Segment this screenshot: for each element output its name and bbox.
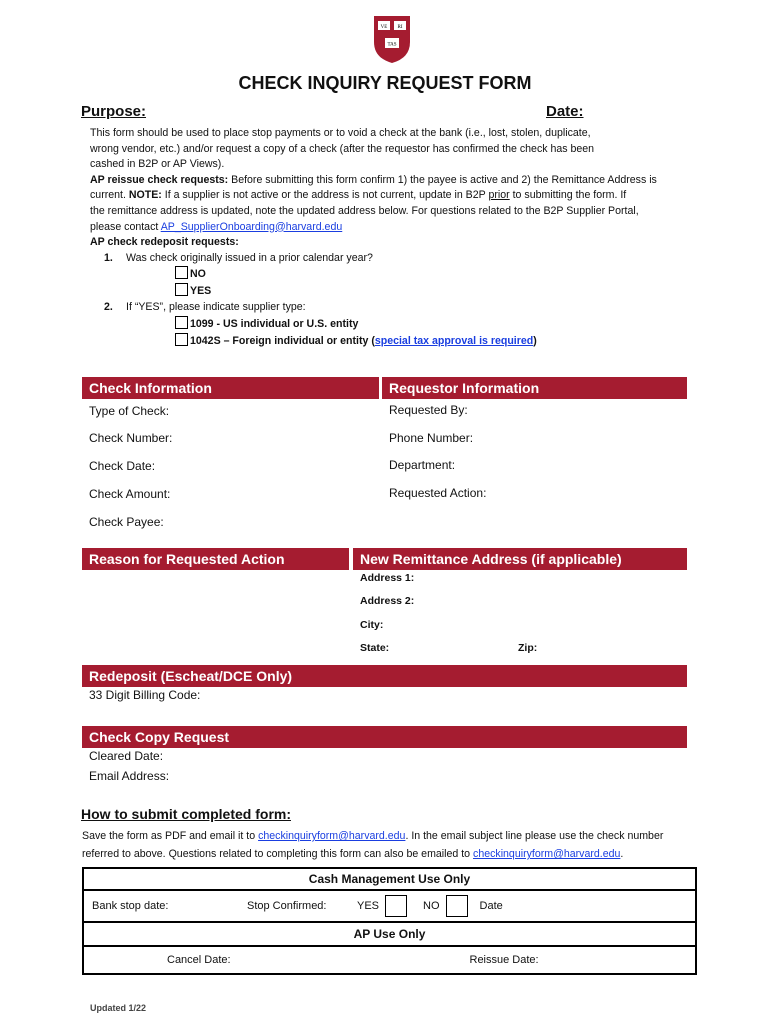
harvard-shield-logo: [372, 14, 412, 64]
cancel-date-field[interactable]: Cancel Date:: [83, 946, 390, 974]
intro-text: [90, 126, 700, 350]
bank-stop-date-field[interactable]: Bank stop date:: [92, 900, 169, 912]
check-date-field[interactable]: Check Date:: [89, 459, 156, 473]
cash-mgmt-row: [83, 890, 696, 922]
option-no: NO: [90, 266, 700, 283]
option-1042s: 1042S – Foreign individual or entity (special tax approval is required): [90, 333, 700, 350]
intro-line: This form should be used to place stop payments or to void a check at the bank (i.e., lost, stolen, duplicate,: [90, 127, 591, 139]
state-field[interactable]: State:: [360, 642, 390, 654]
internal-use-table: [82, 867, 697, 975]
no-checkbox[interactable]: [175, 266, 188, 279]
reissue-heading: AP reissue check requests:: [90, 173, 229, 186]
address2-field[interactable]: Address 2:: [360, 595, 415, 607]
copy-request-header: Check Copy Request: [82, 726, 687, 748]
intro-line: wrong vendor, etc.) and/or request a copy of a check (after the requestor has confirmed the check has been: [90, 142, 595, 155]
seal-text-1: VE: [380, 25, 388, 30]
check-payee-field[interactable]: Check Payee:: [89, 515, 164, 529]
stop-no-box[interactable]: [446, 895, 468, 917]
onboarding-email-link[interactable]: AP_SupplierOnboarding@harvard.edu: [160, 220, 343, 233]
stop-yes-box[interactable]: [385, 895, 407, 917]
address1-field[interactable]: Address 1:: [360, 572, 415, 584]
cash-mgmt-header: Cash Management Use Only: [83, 868, 696, 890]
zip-field[interactable]: Zip:: [518, 642, 538, 654]
type-of-check-field[interactable]: Type of Check:: [89, 404, 170, 418]
check-number-field[interactable]: Check Number:: [89, 431, 173, 445]
reason-header: Reason for Requested Action: [82, 548, 349, 570]
redeposit-heading: AP check redeposit requests:: [90, 236, 239, 249]
tax-approval-link[interactable]: special tax approval is required: [374, 334, 534, 347]
remittance-header: New Remittance Address (if applicable): [353, 548, 687, 570]
question-2: 2. If “YES”, please indicate supplier type:: [104, 301, 306, 314]
option-1099: 1099 - US individual or U.S. entity: [90, 316, 700, 333]
reason-textarea[interactable]: [82, 572, 349, 662]
yes-checkbox[interactable]: [175, 283, 188, 296]
date-label: Date:: [546, 103, 584, 120]
reissue-line: current. NOTE: If a supplier is not active or the address is not current, update in B2P prior to submitting the form. If: [90, 189, 627, 202]
reissue-line: please contact AP_SupplierOnboarding@harvard.edu: [90, 220, 343, 233]
reissue-date-field[interactable]: Reissue Date:: [390, 946, 697, 974]
no-label: NO: [423, 900, 440, 912]
billing-code-field[interactable]: 33 Digit Billing Code:: [89, 688, 201, 702]
submit-heading: How to submit completed form:: [81, 806, 291, 822]
city-field[interactable]: City:: [360, 619, 384, 631]
purpose-label: Purpose:: [81, 103, 147, 120]
seal-text-3: TAS: [387, 42, 397, 48]
requested-action-field[interactable]: Requested Action:: [389, 486, 487, 500]
1042s-checkbox[interactable]: [175, 333, 188, 346]
page-title: CHECK INQUIRY REQUEST FORM: [238, 73, 532, 93]
stop-confirmed-label: Stop Confirmed:: [247, 900, 327, 912]
question-1: 1. Was check originally issued in a prior calendar year?: [104, 251, 373, 264]
check-inquiry-email-link-2[interactable]: checkinquiryform@harvard.edu: [473, 848, 621, 860]
option-yes: YES: [90, 283, 700, 300]
1099-checkbox[interactable]: [175, 316, 188, 329]
yes-label: YES: [357, 900, 380, 912]
requestor-info-header: Requestor Information: [382, 377, 687, 399]
department-field[interactable]: Department:: [389, 458, 456, 472]
reissue-line: AP reissue check requests: Before submitting this form confirm 1) the payee is active and 2) the Remittance Address is: [90, 173, 657, 186]
phone-number-field[interactable]: Phone Number:: [389, 431, 474, 445]
requested-by-field[interactable]: Requested By:: [389, 403, 468, 417]
check-inquiry-email-link[interactable]: checkinquiryform@harvard.edu: [258, 830, 406, 842]
check-amount-field[interactable]: Check Amount:: [89, 487, 171, 501]
prior-word: prior: [488, 189, 510, 202]
seal-text-2: RI: [397, 25, 403, 30]
redeposit-header: Redeposit (Escheat/DCE Only): [82, 665, 687, 687]
note-label: NOTE:: [128, 189, 162, 202]
cleared-date-field[interactable]: Cleared Date:: [89, 749, 164, 763]
reissue-line: the remittance address is updated, note the updated address below. For questions related to the B2P Supplier Portal,: [90, 204, 639, 217]
intro-line: cashed in B2P or AP Views).: [90, 158, 225, 171]
check-info-header: Check Information: [82, 377, 379, 399]
ap-use-header: AP Use Only: [83, 922, 696, 946]
updated-footer: Updated 1/22: [90, 1003, 147, 1013]
submit-instructions: Save the form as PDF and email it to checkinquiryform@harvard.edu. In the email subject line please use the check number referred to above. Questions related to completing this form can also be emailed to checkinquiryform@harvard.edu.: [82, 830, 664, 860]
email-address-field[interactable]: Email Address:: [89, 769, 170, 783]
stop-date-field[interactable]: Date: [479, 900, 503, 912]
